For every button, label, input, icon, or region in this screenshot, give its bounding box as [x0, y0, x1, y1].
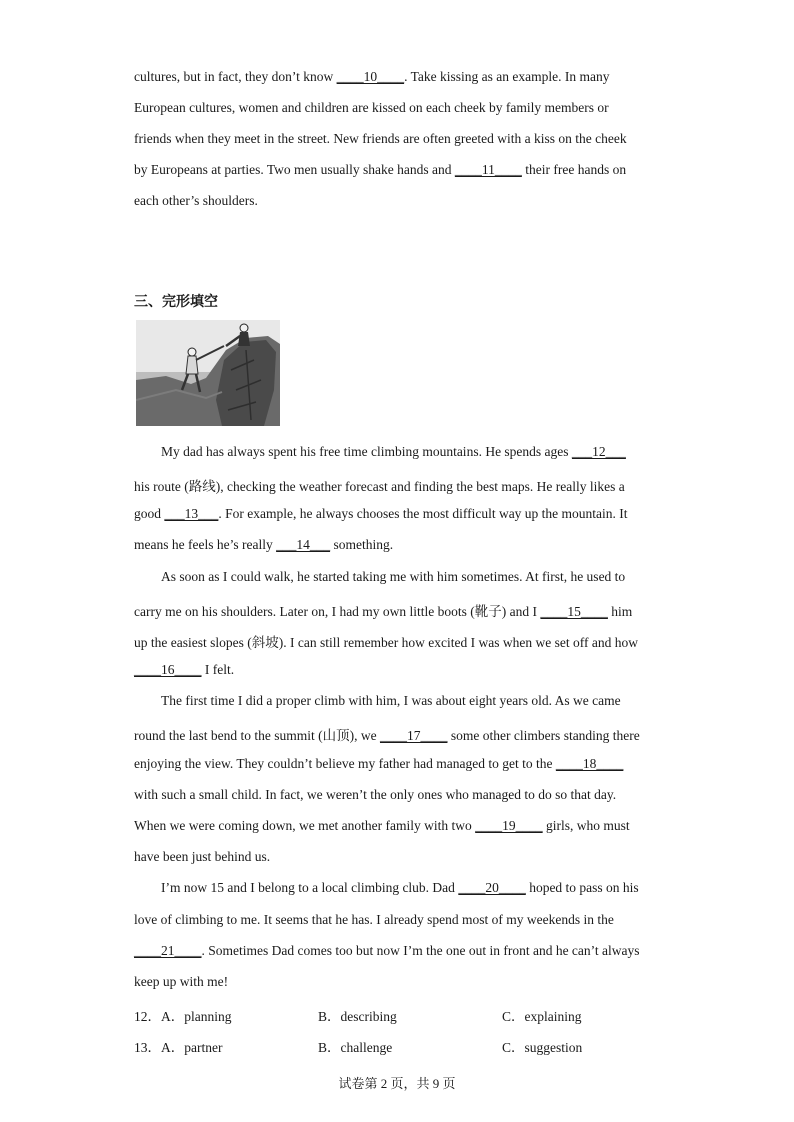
option-b[interactable]: B．describing [318, 1009, 397, 1024]
text-line: friends when they meet in the street. New friends are often greeted with a kiss on the cheek [134, 131, 627, 146]
blank-14: ___14___ [276, 537, 331, 552]
blank-10: ____10____ [336, 69, 405, 84]
climbing-photo [136, 320, 280, 426]
text-line: carry me on his shoulders. Later on, I had my own little boots (靴子) and I ____15____ him [134, 604, 633, 619]
text-line: have been just behind us. [134, 849, 271, 864]
option-a[interactable]: A．planning [161, 1009, 232, 1024]
text-line: I’m now 15 and I belong to a local climbing club. Dad ____20____ hoped to pass on his [161, 880, 639, 895]
option-b[interactable]: B．challenge [318, 1040, 393, 1055]
page-footer: 试卷第 2 页，共 9 页 [338, 1076, 456, 1091]
text-line: European cultures, women and children are kissed on each cheek by family members or [134, 100, 609, 115]
text-line: The first time I did a proper climb with him, I was about eight years old. As we came [161, 693, 621, 708]
text-line: means he feels he’s really ___14___ something. [134, 537, 394, 552]
text-line: ____21____. Sometimes Dad comes too but now I’m the one out in front and he can’t always [134, 943, 640, 958]
text-line: good ___13___. For example, he always chooses the most difficult way up the mountain. It [134, 506, 628, 521]
question-number: 12． [134, 1009, 161, 1024]
blank-15: ____15____ [540, 604, 608, 619]
text-line: up the easiest slopes (斜坡). I can still remember how excited I was when we set off and how [134, 635, 638, 650]
text-line: keep up with me! [134, 974, 229, 989]
blank-13: ___13___ [164, 506, 219, 521]
option-a[interactable]: A．partner [161, 1040, 223, 1055]
blank-18: ____18____ [555, 756, 624, 771]
text-line: by Europeans at parties. Two men usually shake hands and ____11____ their free hands on [134, 162, 627, 177]
text-line: enjoying the view. They couldn’t believe my father had managed to get to the ____18____ [134, 756, 624, 771]
text-line: his route (路线), checking the weather forecast and finding the best maps. He really likes a [134, 479, 625, 494]
option-c[interactable]: C．explaining [502, 1009, 582, 1024]
text-line: My dad has always spent his free time climbing mountains. He spends ages ___12___ [161, 444, 626, 459]
question-number: 13． [134, 1040, 161, 1055]
blank-19: ____19____ [475, 818, 543, 833]
section-heading: 三、完形填空 [134, 294, 218, 310]
blank-21: ____21____ [134, 943, 202, 958]
blank-17: ____17____ [379, 728, 448, 743]
blank-12: ___12___ [571, 444, 626, 459]
blank-20: ____20____ [458, 880, 526, 895]
option-c[interactable]: C．suggestion [502, 1040, 583, 1055]
blank-11: ____11____ [454, 162, 522, 177]
text-line: ____16____ I felt. [134, 662, 235, 677]
text-line: round the last bend to the summit (山顶), we ____17____ some other climbers standing there [134, 728, 640, 743]
text-line: When we were coming down, we met another family with two ____19____ girls, who must [134, 818, 630, 833]
text-line: As soon as I could walk, he started taking me with him sometimes. At first, he used to [161, 569, 626, 584]
text-line: cultures, but in fact, they don’t know ____10____. Take kissing as an example. In many [134, 69, 610, 84]
text-line: love of climbing to me. It seems that he has. I already spend most of my weekends in the [134, 912, 614, 927]
text-line: with such a small child. In fact, we weren’t the only ones who managed to do so that day. [134, 787, 617, 802]
text-line: each other’s shoulders. [134, 193, 258, 208]
blank-16: ____16____ [134, 662, 202, 677]
